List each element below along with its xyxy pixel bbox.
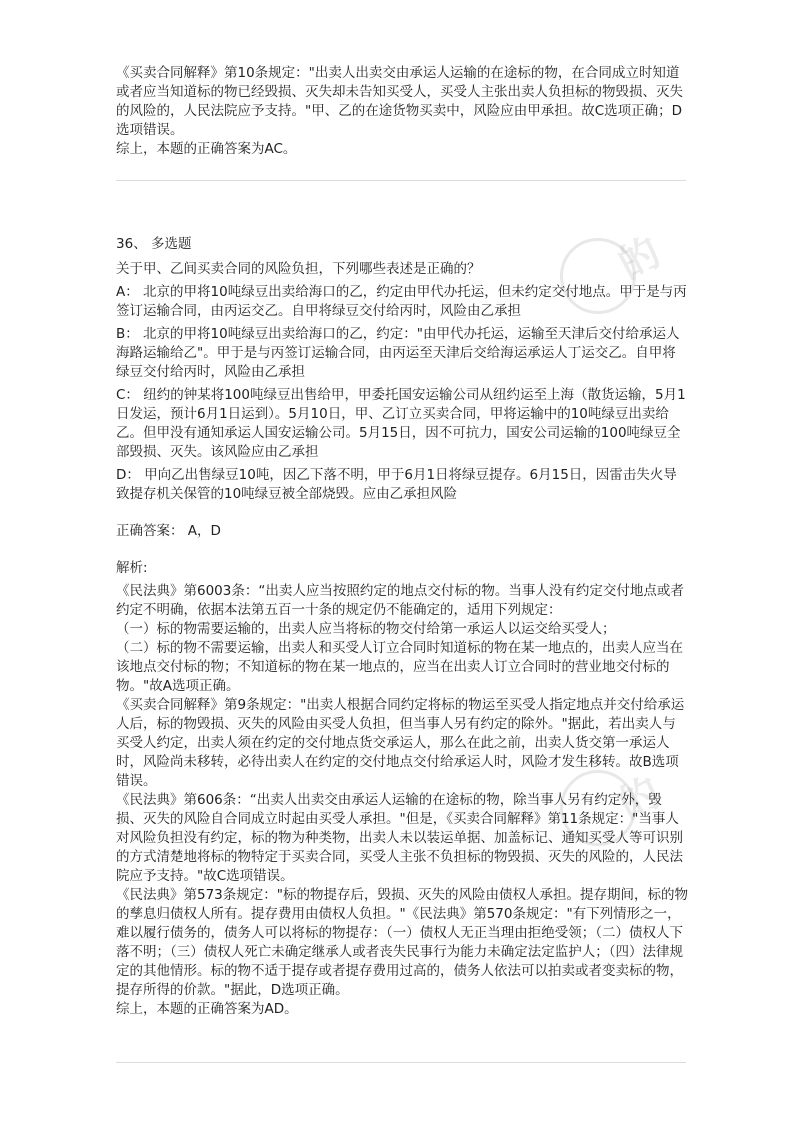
correct-answer: 正确答案： A，D xyxy=(116,523,221,539)
analysis-paragraph: 《买卖合同解释》第9条规定："出卖人根据合同约定将标的物运至买受人指定地点并交付给承运人后，标的物毁损、灭失的风险由买受人负担，但当事人另有约定的除外。"据此，若出卖人与买受人约定，出卖人须在约定的交付地点货交承运人，那么在此之前，出卖人货交第一承运人时，风险尚未移转，必待出卖人在约定的交付地点交付给承运人时，风险才发生移转。故B选项错误。 xyxy=(116,697,685,789)
analysis-summary: 综上，本题的正确答案为AD。 xyxy=(116,1001,298,1017)
analysis-paragraph: 《民法典》第573条规定："标的物提存后，毁损、灭失的风险由债权人承担。提存期间，标的物的孳息归债权人所有。提存费用由债权人负担。"《民法典》第570条规定："有下列情形之一，难以履行债务的，债务人可以将标的物提存：（一）债权人无正当理由拒绝受领；（二）债权人下落不明；（三）债权人死亡未确定继承人或者丧失民事行为能力未确定法定监护人；（四）法律规定的其他情形。标的物不适于提存或者提存费用过高的，债务人依法可以拍卖或者变卖标的物，提存所得的价款。"据此，D选项正确。 xyxy=(116,887,688,998)
analysis-label: 解析: xyxy=(116,560,148,576)
analysis-paragraph: （二）标的物不需要运输，出卖人和买受人订立合同时知道标的物在某一地点的，出卖人应当在该地点交付标的物；不知道标的物在某一地点的，应当在出卖人订立合同时的营业地交付标的物。"故A选项正确。 xyxy=(116,640,683,694)
section-divider xyxy=(116,180,686,181)
watermark-text: 的 xyxy=(611,229,669,289)
option-a: A： 北京的甲将10吨绿豆出卖给海口的乙，约定由甲代办托运，但未约定交付地点。甲于是与丙签订运输合同，由丙运交乙。自甲将绿豆交付给丙时，风险由乙承担 xyxy=(116,284,687,319)
question-block xyxy=(116,216,688,1019)
option-d: D： 甲向乙出售绿豆10吨，因乙下落不明，甲于6月1日将绿豆提存。6月15日，因雷击失火导致提存机关保管的10吨绿豆被全部烧毁。应由乙承担风险 xyxy=(116,467,677,502)
section-divider xyxy=(116,1062,686,1063)
prev-analysis: 《买卖合同解释》第10条规定："出卖人出卖交由承运人运输的在途标的物，在合同成立时知道或者应当知道标的物已经毁损、灭失却未告知买受人，买受人主张出卖人负担标的物毁损、灭失的风险的，人民法院应予支持。"甲、乙的在途货物买卖中，风险应由甲承担。故C选项正确；D选项错误。 xyxy=(116,65,683,138)
question-header: 36、 多选题 xyxy=(116,236,192,252)
analysis-paragraph: （一）标的物需要运输的，出卖人应当将标的物交付给第一承运人以运交给买受人； xyxy=(116,621,616,637)
document-body xyxy=(116,64,688,159)
prev-summary: 综上，本题的正确答案为AC。 xyxy=(116,141,297,157)
question-number: 36 xyxy=(116,236,134,252)
analysis-paragraph: 《民法典》第6003条：“出卖人应当按照约定的地点交付标的物。当事人没有约定交付地点或者约定不明确，依据本法第五百一十条的规定仍不能确定的，适用下列规定： xyxy=(116,583,684,618)
question-type: 多选题 xyxy=(150,236,192,252)
option-c: C： 纽约的钟某将100吨绿豆出售给甲，甲委托国安运输公司从纽约运至上海（散货运输，5月1日发运，预计6月1日运到）。5月10日，甲、乙订立买卖合同，甲将运输中的10吨绿豆出卖给乙。但甲没有通知承运人国安运输公司。5月15日，因不可抗力，国安公司运输的100吨绿豆全部毁损、灭失。该风险应由乙承担 xyxy=(116,387,686,460)
question-stem: 关于甲、乙间买卖合同的风险负担，下列哪些表述是正确的？ xyxy=(116,261,481,277)
option-b: B： 北京的甲将10吨绿豆出卖给海口的乙，约定："由甲代办托运，运输至天津后交付给承运人海路运输给乙"。甲于是与丙签订运输合同，由丙运至天津后交给海运承运人丁运交乙。自甲将绿豆交付给丙时，风险由乙承担 xyxy=(116,326,680,380)
analysis-paragraph: 《民法典》第606条：“出卖人出卖交由承运人运输的在途标的物，除当事人另有约定外，毁损、灭失的风险自合同成立时起由买受人承担。"但是，《买卖合同解释》第11条规定："当事人对风险负担没有约定，标的物为种类物，出卖人未以装运单据、加盖标记、通知买受人等可识别的方式清楚地将标的物特定于买卖合同，买受人主张不负担标的物毁损、灭失的风险的，人民法院应予支持。"故C选项错误。 xyxy=(116,792,683,884)
watermark-text: 的 xyxy=(611,769,669,829)
